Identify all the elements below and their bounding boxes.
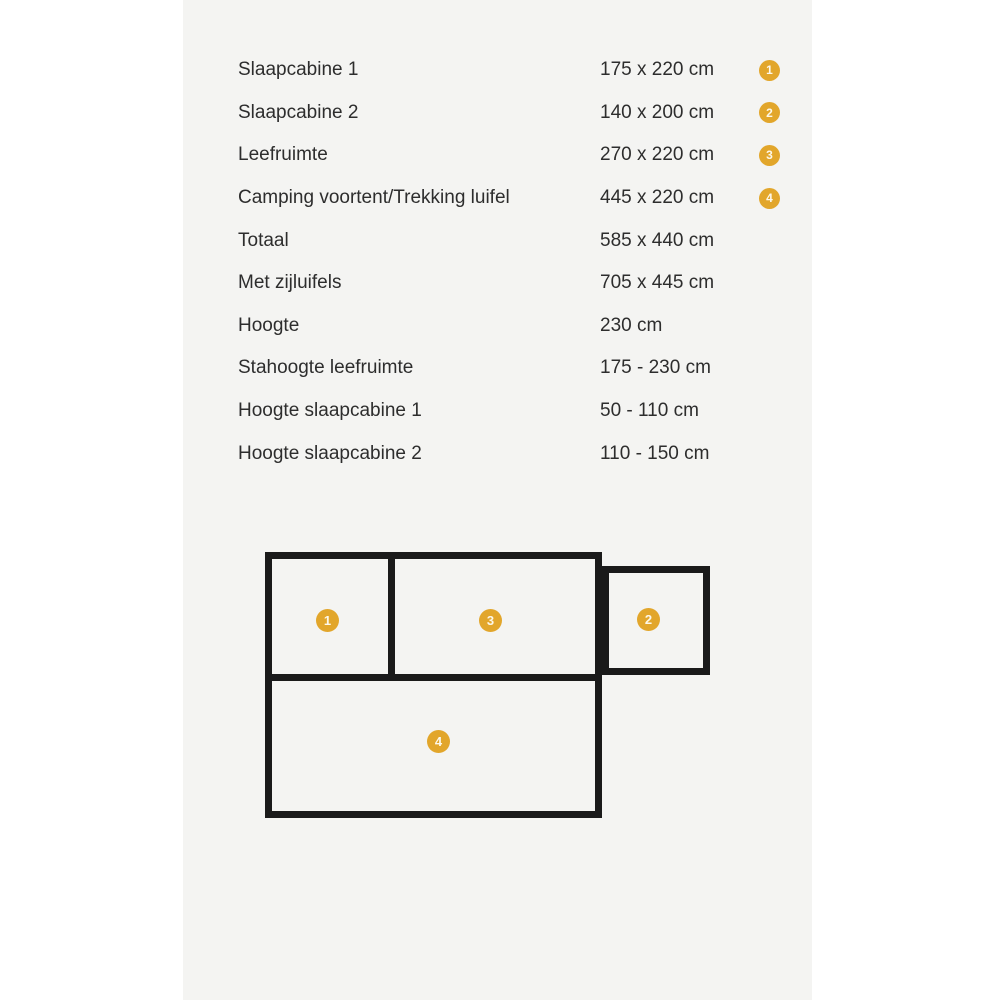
table-row	[238, 219, 798, 262]
row-label: Camping voortent/Trekking luifel	[238, 187, 510, 209]
table-row	[238, 432, 798, 475]
number-badge-3: 3	[759, 145, 780, 166]
row-value: 445 x 220 cm	[600, 187, 715, 209]
row-label: Met zijluifels	[238, 272, 342, 294]
row-value: 270 x 220 cm	[600, 144, 715, 166]
row-label: Stahoogte leefruimte	[238, 357, 414, 379]
room-badge-4: 4	[427, 730, 450, 753]
row-value: 175 x 220 cm	[600, 59, 715, 81]
row-label: Leefruimte	[238, 144, 328, 166]
main-tent-outline	[265, 552, 602, 818]
row-label: Hoogte	[238, 314, 300, 336]
row-label: Hoogte slaapcabine 1	[238, 400, 422, 422]
number-badge-2: 2	[759, 102, 780, 123]
row-label: Hoogte slaapcabine 2	[238, 442, 422, 464]
row-label: Totaal	[238, 229, 289, 251]
row-value: 140 x 200 cm	[600, 101, 715, 123]
row-value: 585 x 440 cm	[600, 229, 715, 251]
table-row	[238, 390, 798, 433]
table-row	[238, 262, 798, 305]
table-row	[238, 92, 798, 135]
room-badge-3: 3	[479, 609, 502, 632]
table-row	[238, 177, 798, 220]
table-row	[238, 305, 798, 348]
row-label: Slaapcabine 1	[238, 59, 359, 81]
row-label: Slaapcabine 2	[238, 101, 359, 123]
row-value: 50 - 110 cm	[600, 400, 699, 422]
table-row	[238, 347, 798, 390]
row-value: 175 - 230 cm	[600, 357, 711, 379]
table-row	[238, 134, 798, 177]
dimension-table	[238, 49, 798, 475]
number-badge-4: 4	[759, 188, 780, 209]
row-value: 705 x 445 cm	[600, 272, 715, 294]
living-awning-divider-wall	[265, 674, 602, 681]
table-row	[238, 49, 798, 92]
cabin1-living-divider-wall	[388, 552, 395, 681]
row-value: 110 - 150 cm	[600, 442, 710, 464]
row-value: 230 cm	[600, 314, 663, 336]
room-badge-1: 1	[316, 609, 339, 632]
number-badge-1: 1	[759, 60, 780, 81]
room-badge-2: 2	[637, 608, 660, 631]
